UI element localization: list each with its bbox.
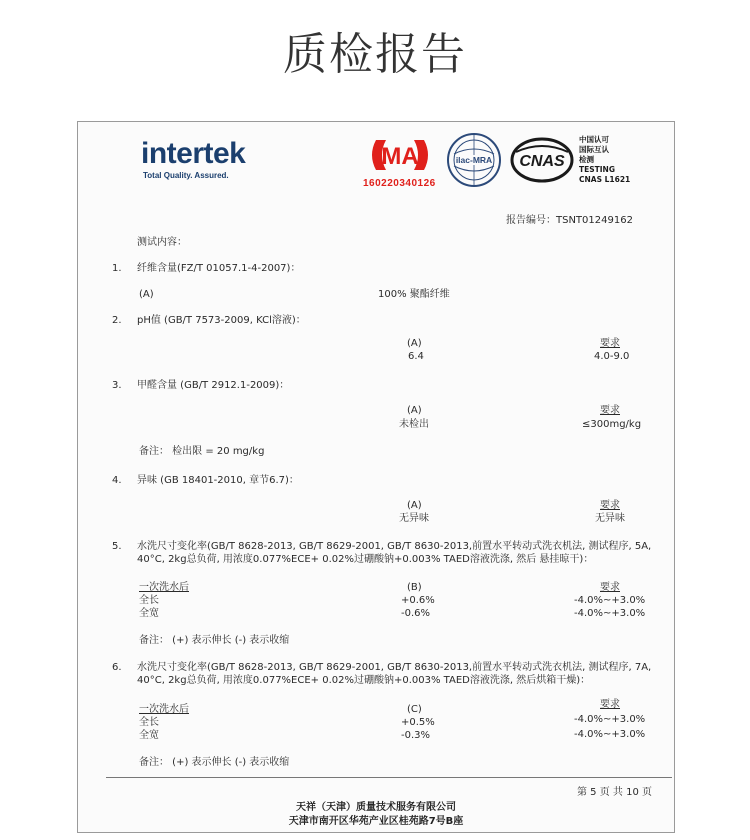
item-5-row-width-label: 全宽 (139, 608, 159, 619)
item-4-number: 4. (112, 475, 122, 486)
item-4-title: 异味 (GB 18401-2010, 章节6.7)： (137, 475, 299, 486)
item-5-row-length-label: 全长 (139, 595, 159, 606)
item-3-title: 甲醛含量 (GB/T 2912.1-2009)： (137, 380, 290, 391)
footer-address: 天津市南开区华苑产业区桂苑路7号B座 (288, 816, 464, 827)
item-6-row-width-value: -0.3% (401, 730, 431, 741)
item-6-note: 备注： (+) 表示伸长 (-) 表示收缩 (139, 757, 290, 768)
ilac-mra-icon (445, 131, 503, 189)
item-6-title-line-2: 40°C, 2kg总负荷, 用浓度0.077%ECE+ 0.02%过硼酸钠+0.003% TAED溶液洗涤, 然后烘箱干燥)： (137, 675, 591, 686)
item-1-title: 纤维含量(FZ/T 01057.1-4-2007)： (137, 263, 301, 274)
footer-divider (106, 777, 672, 778)
item-6-row-length-label: 全长 (139, 717, 159, 728)
item-5-row-length-requirement: -4.0%~+3.0% (574, 595, 646, 606)
item-5-note: 备注： (+) 表示伸长 (-) 表示收缩 (139, 635, 290, 646)
item-5-row-width-requirement: -4.0%~+3.0% (574, 608, 646, 619)
item-3-requirement-label: 要求 (600, 405, 620, 416)
item-2-title: pH值 (GB/T 7573-2009, KCl溶液)： (137, 315, 306, 326)
item-5-requirement-label: 要求 (600, 582, 620, 593)
intertek-logo: intertek (141, 137, 246, 170)
item-6-wash-label: 一次洗水后 (139, 704, 189, 715)
ma-number: 160220340126 (363, 178, 436, 189)
item-5-row-length-value: +0.6% (401, 595, 435, 606)
item-6-title-line-1: 水洗尺寸变化率(GB/T 8628-2013, GB/T 8629-2001, GB/T 8630-2013,前置水平转动式洗衣机法, 测试程序, 7A, (137, 662, 652, 673)
item-4-requirement-value: 无异味 (595, 513, 625, 524)
cnas-logo-text: CNAS (519, 153, 565, 170)
item-4-value: 无异味 (399, 513, 429, 524)
report-page (77, 121, 675, 833)
item-6-row-width-label: 全宽 (139, 730, 159, 741)
item-6-row-width-requirement: -4.0%~+3.0% (574, 729, 646, 740)
item-4-requirement-label: 要求 (600, 500, 620, 511)
item-3-number: 3. (112, 380, 122, 391)
item-6-sample: (C) (407, 704, 422, 715)
item-6-row-length-requirement: -4.0%~+3.0% (574, 714, 646, 725)
item-4-sample: (A) (407, 500, 422, 511)
item-1-sample: (A) (139, 289, 154, 300)
item-5-title-line-2: 40°C, 2kg总负荷, 用浓度0.077%ECE+ 0.02%过硼酸钠+0.003% TAED溶液洗涤, 然后 悬挂晾干)： (137, 554, 594, 565)
cnas-logo-icon (510, 136, 574, 184)
item-6-requirement-label: 要求 (600, 699, 620, 710)
item-5-sample: (B) (407, 582, 422, 593)
footer-company: 天祥（天津）质量技术服务有限公司 (296, 802, 456, 813)
item-1-result: 100% 聚酯纤维 (378, 289, 450, 300)
item-3-value: 未检出 (399, 419, 429, 430)
report-number: 报告编号：TSNT01249162 (506, 215, 633, 226)
item-2-sample: (A) (407, 338, 422, 349)
page-info: 第 5 页 共 10 页 (577, 787, 652, 798)
item-3-note: 备注： 检出限 = 20 mg/kg (139, 446, 265, 457)
item-2-requirement-value: 4.0-9.0 (594, 351, 630, 362)
item-3-requirement-value: ≤300mg/kg (582, 419, 642, 430)
item-5-row-width-value: -0.6% (401, 608, 431, 619)
page-title: 质检报告 (283, 29, 467, 80)
item-3-sample: (A) (407, 405, 422, 416)
item-2-value: 6.4 (408, 351, 424, 362)
item-1-number: 1. (112, 263, 122, 274)
ma-logo-text: MA (381, 143, 419, 170)
item-5-title-line-1: 水洗尺寸变化率(GB/T 8628-2013, GB/T 8629-2001, GB/T 8630-2013,前置水平转动式洗衣机法, 测试程序, 5A, (137, 541, 652, 552)
item-5-number: 5. (112, 541, 122, 552)
item-6-row-length-value: +0.5% (401, 717, 435, 728)
ilac-logo-text: ilac-MRA (455, 155, 493, 165)
cnas-certification-text: 中国认可 国际互认 检测 TESTING CNAS L1621 (579, 135, 631, 184)
item-5-wash-label: 一次洗水后 (139, 582, 189, 593)
test-content-label: 测试内容： (137, 237, 187, 248)
intertek-tagline: Total Quality. Assured. (143, 171, 229, 180)
item-2-number: 2. (112, 315, 122, 326)
ma-logo-icon (366, 132, 434, 178)
item-6-number: 6. (112, 662, 122, 673)
item-2-requirement-label: 要求 (600, 338, 620, 349)
